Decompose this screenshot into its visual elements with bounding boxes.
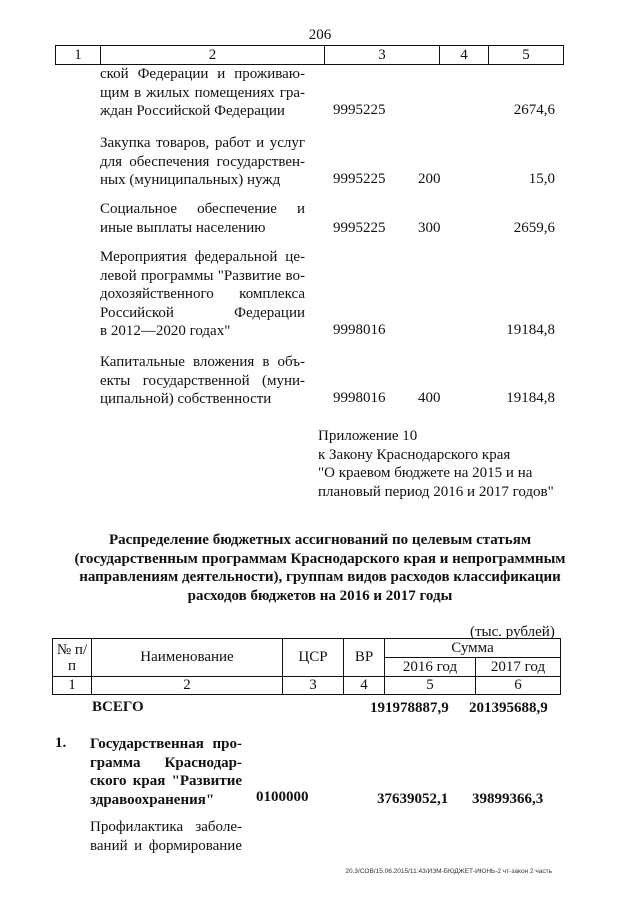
total-2017: 201395688,9 <box>469 700 548 716</box>
col-1: 1 <box>56 46 101 65</box>
program-2016: 37639052,1 <box>377 791 449 807</box>
header-csr: ЦСР <box>283 639 344 677</box>
row-amount: 2674,6 <box>513 102 555 118</box>
row-description: Мероприятия федеральной це- левой программы "Развитие во- дохозяйственного комплекса Российской Федерации в 2012—2020 годах" <box>100 249 305 339</box>
budget-table-header <box>52 638 561 695</box>
row-amount: 2659,6 <box>513 220 555 236</box>
index-3: 3 <box>283 677 344 695</box>
document-title: Распределение бюджетных ассигнований по целевым статьям (государственным программам Краснодарского края и непрограммным направлениям деятельности), группам видов расходов классификации расходов бюджетов на 2016 и 2017 годы <box>74 532 566 604</box>
row-amount: 15,0 <box>528 171 555 187</box>
row-vr: 400 <box>418 390 441 406</box>
index-2: 2 <box>92 677 283 695</box>
row-description: Капитальные вложения в объ- екты государственной (муни- ципальной) собственности <box>100 354 305 407</box>
top-column-header <box>55 45 564 65</box>
total-2016: 191978887,9 <box>370 700 449 716</box>
header-name: Наименование <box>92 639 283 677</box>
program-number: 1. <box>55 735 67 751</box>
header-2017: 2017 год <box>476 658 561 677</box>
appendix-note: Приложение 10 к Закону Краснодарского края "О краевом бюджете на 2015 и на плановый период 2016 и 2017 годов" <box>318 428 554 500</box>
row-vr: 300 <box>418 220 441 236</box>
index-6: 6 <box>476 677 561 695</box>
program-name: Государственная про- грамма Краснодар- ского края "Развитие здравоохранения" <box>90 736 242 808</box>
col-2: 2 <box>101 46 325 65</box>
row-description: ской Федерации и проживаю- щим в жилых помещениях гра- ждан Российской Федерации <box>100 66 305 119</box>
footer-stamp: 20.3/СОВ/15.06.2015/11:43/ИЗМ-БЮДЖЕТ-ИЮНЬ-2 чт-закон 2 часть <box>345 868 552 875</box>
header-sum: Сумма <box>385 639 561 658</box>
index-1: 1 <box>53 677 92 695</box>
col-3: 3 <box>325 46 440 65</box>
program-2017: 39899366,3 <box>472 791 544 807</box>
program-csr: 0100000 <box>256 789 309 805</box>
header-2016: 2016 год <box>385 658 476 677</box>
header-vr: ВР <box>344 639 385 677</box>
row-csr: 9998016 <box>333 390 386 406</box>
row-amount: 19184,8 <box>506 322 555 338</box>
index-5: 5 <box>385 677 476 695</box>
col-4: 4 <box>440 46 489 65</box>
row-description: Закупка товаров, работ и услуг для обеспечения государствен- ных (муниципальных) нужд <box>100 135 305 188</box>
row-csr: 9995225 <box>333 102 386 118</box>
total-label: ВСЕГО <box>92 699 144 715</box>
header-num: № п/п <box>53 639 92 677</box>
row-vr: 200 <box>418 171 441 187</box>
page-number: 206 <box>308 27 332 43</box>
subitem-name: Профилактика заболе- ваний и формирование <box>90 819 242 854</box>
row-csr: 9995225 <box>333 220 386 236</box>
row-description: Социальное обеспечение и иные выплаты населению <box>100 201 305 236</box>
col-5: 5 <box>489 46 564 65</box>
row-amount: 19184,8 <box>506 390 555 406</box>
index-4: 4 <box>344 677 385 695</box>
units-label: (тыс. рублей) <box>470 624 555 640</box>
row-csr: 9995225 <box>333 171 386 187</box>
row-csr: 9998016 <box>333 322 386 338</box>
